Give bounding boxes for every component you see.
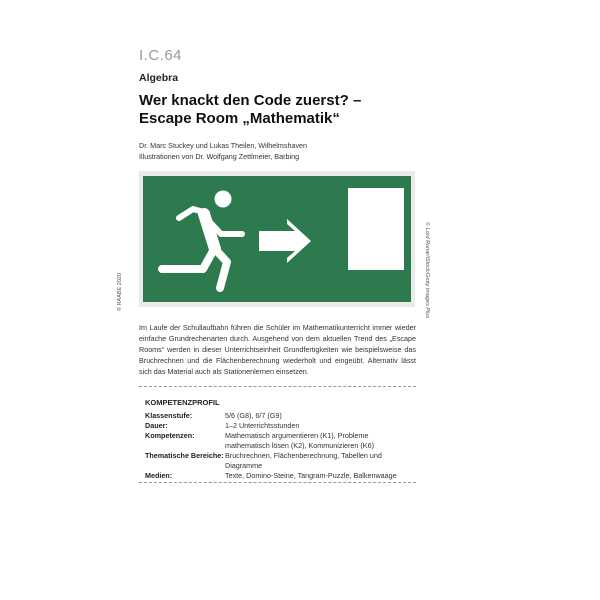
image-credit: © Lord Runar/iStock/Getty Images Plus [424, 222, 430, 319]
copyright-note: © RAABE 2020 [117, 273, 123, 311]
arrow-right-icon [259, 219, 311, 263]
exit-sign [143, 176, 411, 302]
document-code: I.C.64 [139, 47, 183, 64]
row-label: Medien: [145, 471, 173, 480]
row-value: 5/6 (G8), 6/7 (G9) [225, 411, 282, 420]
row-label: Dauer: [145, 421, 168, 430]
row-value: Texte, Domino-Steine, Tangram-Puzzle, Balkenwaage [225, 471, 397, 480]
exit-sign-photo [139, 171, 415, 307]
page-title [139, 92, 361, 128]
illustrator-line: Illustrationen von Dr. Wolfgang Zettlmeier, Barbing [139, 151, 300, 161]
title-line-2: Escape Room „Mathematik“ [139, 110, 340, 127]
row-value: Bruchrechnen, Flächenberechnung, Tabellen und Diagramme [225, 451, 382, 470]
authors [139, 141, 307, 162]
exit-sign-graphic [143, 176, 411, 302]
table-row [145, 421, 415, 431]
table-row [145, 411, 415, 421]
row-label: Kompetenzen: [145, 431, 195, 440]
row-label: Klassenstufe: [145, 411, 193, 420]
row-value: 1–2 Unterrichtsstunden [225, 421, 300, 430]
row-label: Thematische Bereiche: [145, 451, 224, 460]
competence-profile-table [145, 411, 415, 481]
row-value: Mathematisch argumentieren (K1), Probleme mathematisch lösen (K2), Kommunizieren (K6) [225, 431, 374, 450]
profile-heading: KOMPETENZPROFIL [145, 398, 220, 407]
divider-bottom [139, 482, 416, 483]
subject-label: Algebra [139, 72, 179, 84]
running-man-icon [162, 191, 242, 289]
intro-paragraph: Im Laufe der Schullaufbahn führen die Schüler im Mathematikunterricht immer wieder einfache Grundrechenarten durch. Ausgehend von dem aktuellen Trend des „Escape Rooms“ werden in dieser Unterrichtseinheit Grundfertigkeiten wie beispielsweise das Bruchrechnen und die Flächenberechnung wiederholt und eingeübt. Alternativ lässt sich das Material auch als Stationenlernen einsetzen. [139, 323, 416, 376]
authors-line: Dr. Marc Stuckey und Lukas Theilen, Wilhelmshaven [139, 141, 308, 150]
title-line-1: Wer knackt den Code zuerst? – [139, 92, 362, 109]
exit-door-icon [348, 188, 404, 270]
table-row [145, 451, 415, 471]
table-row [145, 431, 415, 451]
table-row [145, 471, 415, 481]
divider-top [139, 386, 416, 387]
